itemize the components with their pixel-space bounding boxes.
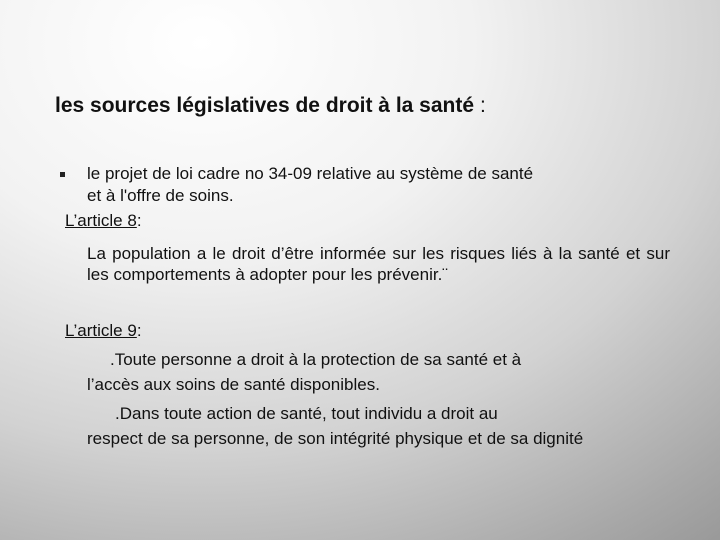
article-8-heading (65, 210, 142, 231)
article-9-para2-body: respect de sa personne, de son intégrité physique et de sa dignité (87, 429, 584, 448)
article-9-heading-colon: : (136, 321, 142, 340)
article-8-heading-colon: : (136, 211, 142, 230)
article-9-para1-line2: l’accès aux soins de santé disponibles. (87, 375, 380, 394)
slide-title-text: les sources législatives de droit à la santé (55, 94, 475, 117)
article-9-para2-line1: .Dans toute action de santé, tout individu a droit au (115, 404, 498, 423)
article-8-body: La population a le droit d’être informée sur les risques liés à la santé et sur les comportements à adopter pour les prévenir.¨ (87, 244, 670, 284)
square-bullet-icon (60, 172, 65, 177)
slide-title-colon: : (480, 94, 486, 117)
slide-title (55, 92, 486, 120)
bullet-text-line1: le projet de loi cadre no 34-09 relative au système de santé (87, 164, 534, 183)
article-8-text (87, 243, 670, 285)
article-9-heading-text: L’article 9 (65, 321, 137, 340)
article-9-para1-line1: .Toute personne a droit à la protection de sa santé et à (110, 350, 522, 369)
article-8-heading-text: L’article 8 (65, 211, 137, 230)
bullet-text-line2: et à l'offre de soins. (87, 186, 234, 205)
article-9-para2-rest (87, 428, 670, 449)
article-9-heading (65, 320, 142, 341)
